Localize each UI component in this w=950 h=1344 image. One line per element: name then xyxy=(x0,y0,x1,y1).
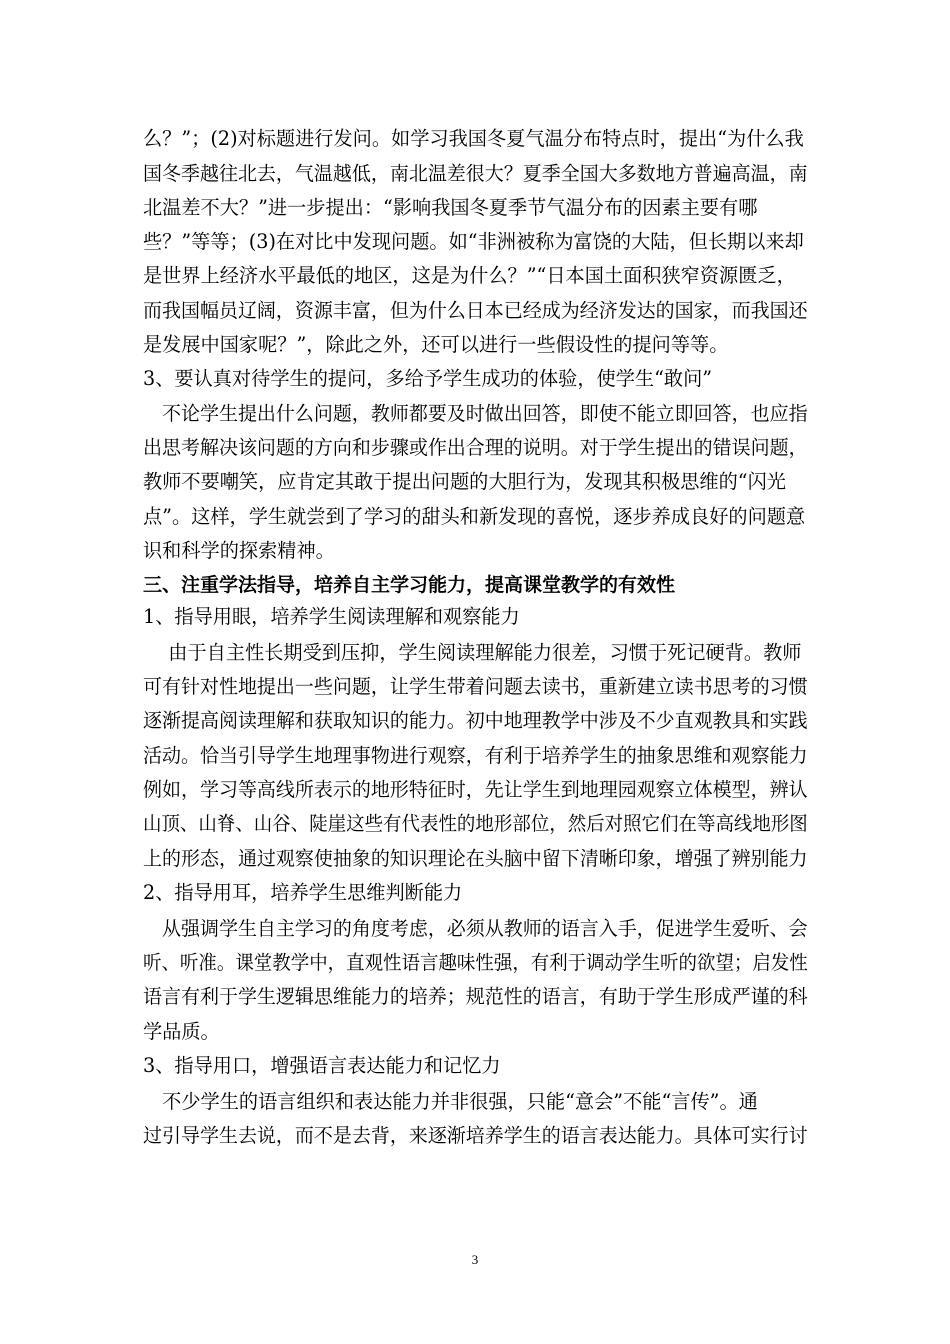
subheading: 2、指导用耳，培养学生思维判断能力 xyxy=(143,881,463,904)
subheading: 3、要认真对待学生的提问，多给予学生成功的体验，使学生“敢问” xyxy=(143,367,713,390)
text-line: 语言有利于学生逻辑思维能力的培养；规范性的语言，有助于学生形成严谨的科 xyxy=(143,985,808,1008)
text-line: 从强调学生自主学习的角度考虑，必须从教师的语言入手，促进学生爱听、会 xyxy=(143,917,808,940)
subheading: 3、指导用口，增强语言表达能力和记忆力 xyxy=(143,1054,501,1077)
text-line: 是世界上经济水平最低的地区，这是为什么？”“日本国土面积狭窄资源匮乏， xyxy=(143,264,796,287)
text-line: 而我国幅员辽阔，资源丰富，但为什么日本已经成为经济发达的国家，而我国还 xyxy=(143,299,808,322)
text-line: 北温差不大？”进一步提出：“影响我国冬夏季节气温分布的因素主要有哪 xyxy=(143,196,758,219)
page-number: 3 xyxy=(471,1252,479,1267)
text-line: 可有针对性地提出一些问题，让学生带着问题去读书，重新建立读书思考的习惯 xyxy=(143,675,808,698)
text-line: 逐渐提高阅读理解和获取知识的能力。初中地理教学中涉及不少直观教具和实践 xyxy=(143,709,808,732)
text-line: 国冬季越往北去，气温越低，南北温差很大？夏季全国大多数地方普遍高温，南 xyxy=(143,162,808,185)
subheading: 1、指导用眼，培养学生阅读理解和观察能力 xyxy=(143,605,520,628)
text-line: 不少学生的语言组织和表达能力并非很强，只能“意会”不能“言传”。通 xyxy=(143,1090,758,1113)
text-line: 由于自主性长期受到压抑，学生阅读理解能力很差，习惯于死记硬背。教师 xyxy=(143,641,802,664)
text-line: 听、听准。课堂教学中，直观性语言趣味性强，有利于调动学生听的欲望；启发性 xyxy=(143,951,808,974)
text-line: 学品质。 xyxy=(143,1020,220,1043)
text-line: 山顶、山脊、山谷、陡崖这些有代表性的地形部位，然后对照它们在等高线地形图 xyxy=(143,812,808,835)
text-line: 出思考解决该问题的方向和步骤或作出合理的说明。对于学生提出的错误问题， xyxy=(143,436,808,459)
text-line: 识和科学的探索精神。 xyxy=(143,539,335,562)
text-line: 过引导学生去说，而不是去背，来逐渐培养学生的语言表达能力。具体可实行讨 xyxy=(143,1124,808,1147)
text-line: 例如，学习等高线所表示的地形特征时，先让学生到地理园观察立体模型，辨认 xyxy=(143,778,808,801)
text-line: 不论学生提出什么问题，教师都要及时做出回答，即使不能立即回答，也应指 xyxy=(143,402,808,425)
text-line: 活动。恰当引导学生地理事物进行观察，有利于培养学生的抽象思维和观察能力 xyxy=(143,744,808,767)
text-line: 上的形态，通过观察使抽象的知识理论在头脑中留下清晰印象，增强了辨别能力 xyxy=(143,847,808,870)
section-heading: 三、注重学法指导，培养自主学习能力，提高课堂教学的有效性 xyxy=(143,574,676,596)
text-line: 点”。这样，学生就尝到了学习的甜头和新发现的喜悦，逐步养成良好的问题意 xyxy=(143,505,806,528)
text-line: 些？”等等；(3)在对比中发现问题。如“非洲被称为富饶的大陆，但长期以来却 xyxy=(143,230,804,253)
text-line: 是发展中国家呢？”，除此之外，还可以进行一些假设性的提问等等。 xyxy=(143,333,729,356)
text-line: 么？”；(2)对标题进行发问。如学习我国冬夏气温分布特点时，提出“为什么我 xyxy=(143,127,804,150)
text-line: 教师不要嘲笑，应肯定其敢于提出问题的大胆行为，发现其积极思维的“闪光 xyxy=(143,470,786,493)
